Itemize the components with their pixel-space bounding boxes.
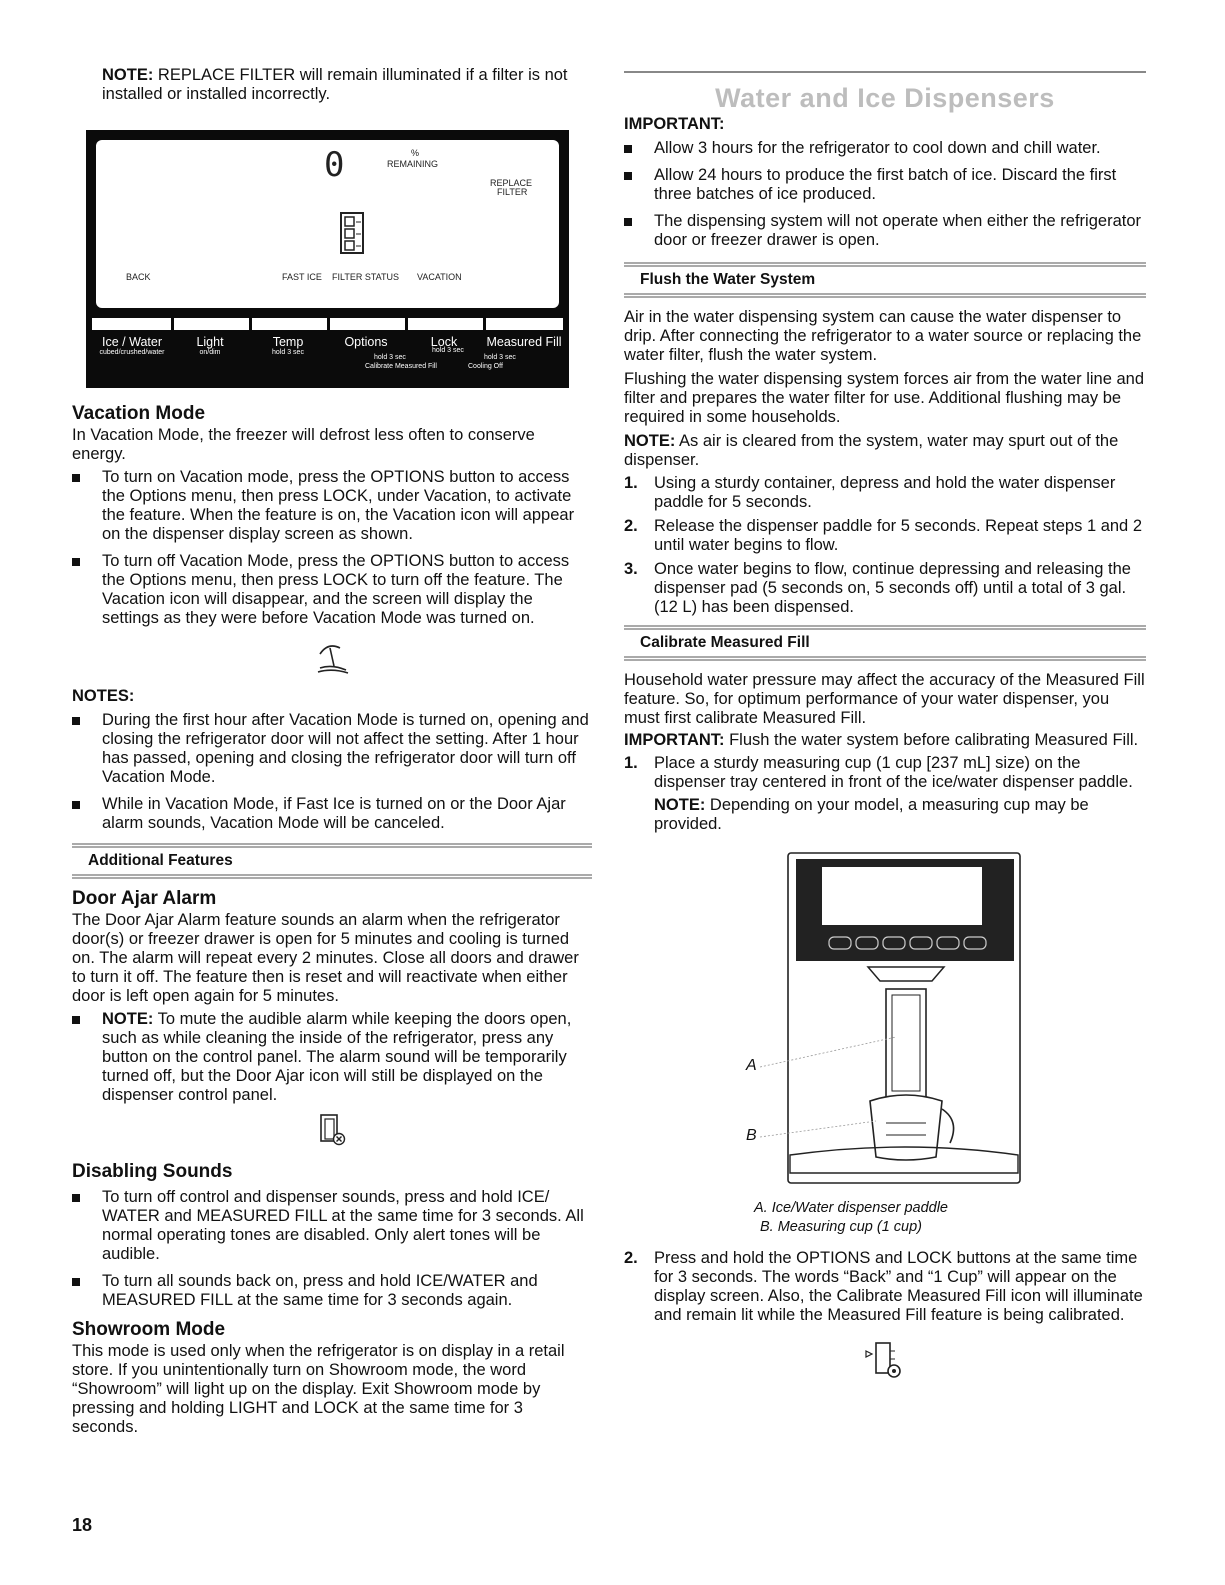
list-item: To turn all sounds back on, press and hold ICE/WATER and MEASURED FILL at the same time for 3 seconds again. [72, 1272, 592, 1310]
vacation-list [72, 468, 592, 628]
door-ajar-text: The Door Ajar Alarm feature sounds an alarm when the refrigerator door(s) or freezer drawer is open for 5 minutes and cooling is turned on. The alarm will repeat every 2 minutes. Close all doors and drawer to turn it off. The feature then is reset and will reactivate when either door is left open again for 5 minutes. [72, 911, 579, 1005]
filter-label: FILTER [497, 187, 528, 197]
vacation-mode-heading: Vacation Mode [72, 403, 206, 424]
remaining-label: REMAINING [387, 159, 439, 169]
replace-filter-label: REPLACE [490, 178, 533, 188]
display-screen [96, 140, 559, 308]
light-button[interactable]: Light on/dim [196, 335, 224, 356]
caption-b: B. Measuring cup (1 cup) [760, 1219, 922, 1235]
list-item: NOTE: To mute the audible alarm while keeping the doors open, such as while cleaning the inside of the refrigerator, press any button on the control panel. The alarm sound will be temporarily turned off, but the Door Ajar icon will still be displayed on the dispenser control panel. [72, 1010, 592, 1105]
list-item: 2. Release the dispenser paddle for 5 seconds. Repeat steps 1 and 2 until water begins to flow. [624, 517, 1142, 554]
list-item: While in Vacation Mode, if Fast Ice is turned on or the Door Ajar alarm sounds, Vacation Mode will be canceled. [72, 795, 592, 833]
section-title: Water and Ice Dispensers [715, 83, 1055, 113]
dispenser-illustration [624, 839, 1146, 1191]
important-heading: IMPORTANT: [624, 115, 725, 133]
calibrate-label: Calibrate Measured Fill [365, 363, 437, 370]
calibrate-steps [624, 754, 1146, 834]
measured-fill-button[interactable]: Measured Fill [486, 335, 562, 349]
door-ajar-list [72, 1010, 592, 1105]
list-item: 1. Using a sturdy container, depress and hold the water dispenser paddle for 5 seconds. [624, 474, 1116, 511]
calibrate-p1: Household water pressure may affect the accuracy of the Measured Fill feature. So, for optimum performance of your water dispenser, you must first calibrate Measured Fill. [624, 671, 1145, 727]
dispenser-figure [624, 839, 1146, 1191]
percent-label: % [411, 148, 420, 158]
top-rule [624, 71, 1146, 73]
flush-note: NOTE: As air is cleared from the system, water may spurt out of the dispenser. [624, 432, 1119, 469]
disabling-list [72, 1188, 592, 1310]
flush-p1: Air in the water dispensing system can cause the water dispenser to drip. After connecting the refrigerator to a water source or replacing the water filter, flush the water system. [624, 308, 1142, 364]
notes-heading: NOTES: [72, 687, 135, 705]
temp-button[interactable]: Temp hold 3 sec [272, 335, 304, 356]
vacation-intro: In Vacation Mode, the freezer will defrost less often to conserve energy. [72, 426, 535, 463]
list-item: 3. Once water begins to flow, continue depressing and releasing the dispenser pad (5 seconds on, 5 seconds off) until a total of 3 gal. (12 L) has been dispensed. [624, 560, 1131, 616]
notes-list [72, 711, 592, 833]
hold-label-1: hold 3 sec [374, 354, 406, 361]
filter-status-icon [340, 212, 366, 256]
caption-a: A. Ice/Water dispenser paddle [754, 1200, 948, 1216]
hold-label-2: hold 3 sec [432, 347, 464, 354]
list-item: 1. Place a sturdy measuring cup (1 cup [237 mL] size) on the dispenser tray centered in front of the ice/water dispenser paddle. NOTE: Depending on your model, a measuring cup may be provided. [624, 754, 1133, 833]
list-item: To turn off control and dispenser sounds, press and hold ICE/ WATER and MEASURED FILL at the same time for 3 seconds. All normal operating tones are disabled. Only alert tones will be audible. [72, 1188, 592, 1264]
ice-water-button[interactable]: Ice / Water cubed/crushed/water [99, 335, 165, 356]
door-ajar-heading: Door Ajar Alarm [72, 888, 217, 909]
vacation-icon [72, 636, 592, 681]
additional-features-heading: Additional Features [72, 843, 592, 879]
flush-steps [624, 474, 1146, 617]
calibrate-steps-2 [624, 1249, 1146, 1325]
list-item: To turn off Vacation Mode, press the OPTIONS button to access the Options menu, then press LOCK to turn off the feature. The Vacation icon will disappear, and the screen will display the settings as they were before Vacation Mode was turned on. [72, 552, 592, 628]
list-item: The dispensing system will not operate when either the refrigerator door or freezer drawer is open. [624, 212, 1146, 250]
lock-button[interactable]: Lock [430, 335, 458, 349]
page-number: 18 [72, 1515, 93, 1535]
important-list [624, 139, 1146, 250]
calibrate-heading: Calibrate Measured Fill [624, 625, 1146, 661]
calibrate-measured-fill-icon [624, 1339, 1146, 1386]
figure-label-b: B [746, 1127, 757, 1144]
left-column [72, 66, 592, 1437]
filter-digit: 0 [324, 145, 345, 185]
filter-status-label: FILTER STATUS [332, 272, 400, 282]
filter-note: NOTE: REPLACE FILTER will remain illuminated if a filter is not installed or installed incorrectly. [102, 66, 568, 103]
vacation-label: VACATION [417, 272, 462, 282]
right-column [624, 66, 1146, 1386]
fast-ice-label: FAST ICE [282, 272, 322, 282]
back-label: BACK [126, 272, 151, 282]
button-strip [92, 318, 563, 330]
list-item: To turn on Vacation mode, press the OPTIONS button to access the Options menu, then press LOCK, under Vacation, to activate the feature. When the feature is on, the Vacation icon will appear on the dispenser display screen as shown. [72, 468, 592, 544]
control-panel-figure [86, 130, 569, 388]
options-button[interactable]: Options [344, 335, 388, 349]
calibrate-important: IMPORTANT: Flush the water system before calibrating Measured Fill. [624, 731, 1139, 749]
hold-label-3: hold 3 sec [484, 354, 516, 361]
door-ajar-icon [72, 1113, 592, 1152]
list-item: During the first hour after Vacation Mode is turned on, opening and closing the refrigerator door will not affect the setting. After 1 hour has passed, opening and closing the refrigerator door will turn off Vacation Mode. [72, 711, 592, 787]
list-item: 2. Press and hold the OPTIONS and LOCK buttons at the same time for 3 seconds. The words “Back” and “1 Cup” will appear on the display screen. Also, the Calibrate Measured Fill icon will illuminate and remain lit while the Measured Fill feature is being calibrated. [624, 1249, 1143, 1324]
figure-label-a: A [746, 1057, 757, 1074]
flush-p2: Flushing the water dispensing system forces air from the water line and filter and prepares the water filter for use. Additional flushing may be required in some households. [624, 370, 1144, 426]
showroom-text: This mode is used only when the refrigerator is on display in a retail store. If you unintentionally turn on Showroom mode, the word “Showroom” will light up on the display. Exit Showroom mode by pressing and holding LIGHT and LOCK at the same time for 3 seconds. [72, 1342, 565, 1436]
disabling-sounds-heading: Disabling Sounds [72, 1161, 233, 1182]
flush-heading: Flush the Water System [624, 262, 1146, 298]
list-item: Allow 24 hours to produce the first batch of ice. Discard the first three batches of ice produced. [624, 166, 1146, 204]
showroom-mode-heading: Showroom Mode [72, 1319, 226, 1340]
cooling-off-label: Cooling Off [468, 363, 503, 370]
list-item: Allow 3 hours for the refrigerator to cool down and chill water. [624, 139, 1146, 158]
